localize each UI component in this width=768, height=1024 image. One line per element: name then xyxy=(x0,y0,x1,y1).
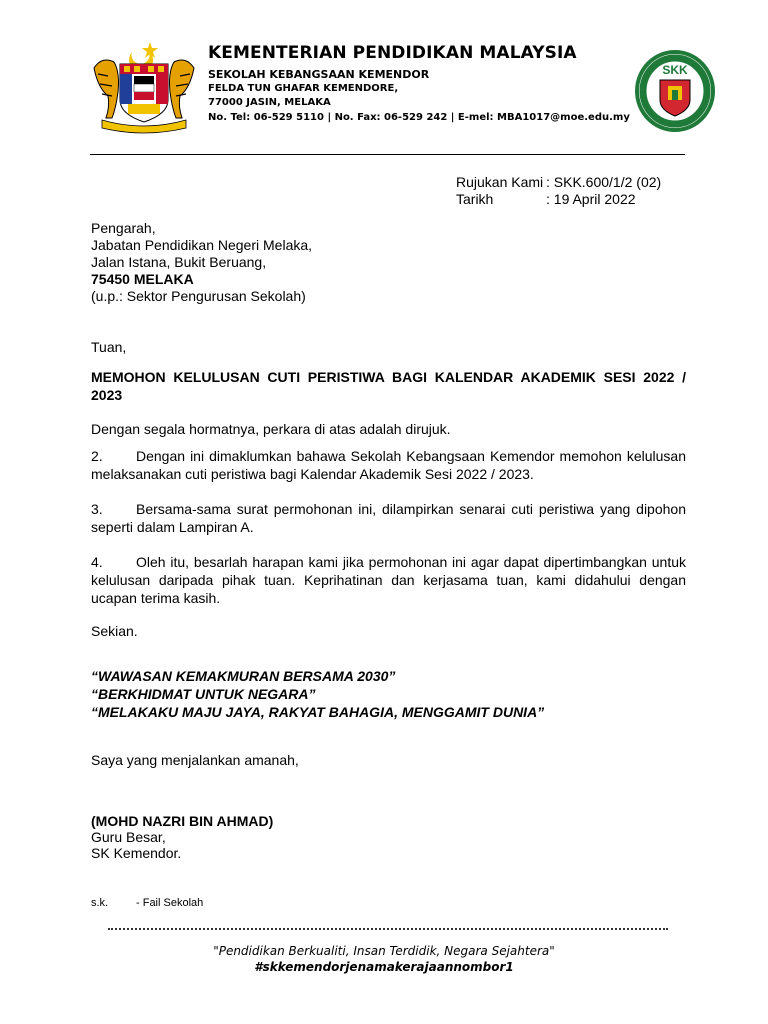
sk-label: s.k. xyxy=(91,897,109,909)
footer-slogan: "Pendidikan Berkualiti, Insan Terdidik, Negara Sejahtera" xyxy=(213,944,555,958)
recipient-line: 75450 MELAKA xyxy=(91,271,194,287)
recipient-line: Jabatan Pendidikan Negeri Melaka, xyxy=(91,237,313,253)
coat-of-arms-logo xyxy=(88,38,200,134)
salutation: Tuan, xyxy=(91,339,127,355)
paragraph-text: Oleh itu, besarlah harapan kami jika permohonan ini agar dapat dipertimbangkan untuk kelulusan daripada pihak tuan. Keprihatinan dan kerjasama tuan, kami didahului dengan ucapan terima kasih. xyxy=(91,554,686,606)
contact-line: No. Tel: 06-529 5110 | No. Fax: 06-529 242 | E-mel: MBA1017@moe.edu.my xyxy=(208,112,630,123)
paragraph-number: 3. xyxy=(91,501,103,517)
paragraph-number: 2. xyxy=(91,448,103,464)
ministry-name: KEMENTERIAN PENDIDIKAN MALAYSIA xyxy=(208,43,577,63)
svg-text:SKK: SKK xyxy=(662,63,688,77)
motto-line: “MELAKAKU MAJU JAYA, RAKYAT BAHAGIA, MENGGAMIT DUNIA” xyxy=(91,704,545,720)
sk-copy-line xyxy=(91,897,203,909)
school-address-line2: 77000 JASIN, MELAKA xyxy=(208,97,331,108)
motto-line: “BERKHIDMAT UNTUK NEGARA” xyxy=(91,686,316,702)
amanah-text: Saya yang menjalankan amanah, xyxy=(91,752,299,768)
paragraph-text: Dengan ini dimaklumkan bahawa Sekolah Kebangsaan Kemendor memohon kelulusan melaksanakan cuti peristiwa bagi Kalendar Akademik Sesi 2022 / 2023. xyxy=(91,448,686,482)
recipient-line: (u.p.: Sektor Pengurusan Sekolah) xyxy=(91,288,306,304)
paragraph-3 xyxy=(91,500,686,536)
footer-divider xyxy=(108,928,668,930)
closing-text: Sekian. xyxy=(91,623,138,639)
sk-item: - Fail Sekolah xyxy=(136,897,204,909)
recipient-line: Jalan Istana, Bukit Beruang, xyxy=(91,254,267,270)
paragraph-4 xyxy=(91,553,686,607)
tarikh-value: : 19 April 2022 xyxy=(546,191,636,207)
school-address-line1: FELDA TUN GHAFAR KEMENDORE, xyxy=(208,83,399,94)
recipient-address xyxy=(91,220,312,305)
motto-block xyxy=(91,667,544,721)
signatory-name: (MOHD NAZRI BIN AHMAD) xyxy=(91,813,274,829)
reference-block xyxy=(456,174,661,208)
paragraph-text: Bersama-sama surat permohonan ini, dilampirkan senarai cuti peristiwa yang dipohon seperti dalam Lampiran A. xyxy=(91,501,686,535)
signatory-title: Guru Besar, xyxy=(91,829,166,845)
motto-line: “WAWASAN KEMAKMURAN BERSAMA 2030” xyxy=(91,668,396,684)
tarikh-label: Tarikh xyxy=(456,191,494,207)
footer-hashtag: #skkemendorjenamakerajaannombor1 xyxy=(254,960,514,974)
paragraph-2 xyxy=(91,447,686,483)
paragraph-number: 4. xyxy=(91,554,103,570)
signatory-org: SK Kemendor. xyxy=(91,845,182,861)
school-name: SEKOLAH KEBANGSAAN KEMENDOR xyxy=(208,68,430,81)
school-badge-logo xyxy=(634,50,716,132)
letter-subject: MEMOHON KELULUSAN CUTI PERISTIWA BAGI KALENDAR AKADEMIK SESI 2022 / 2023 xyxy=(91,369,686,403)
intro-paragraph: Dengan segala hormatnya, perkara di atas adalah dirujuk. xyxy=(91,421,451,437)
rujukan-label: Rujukan Kami xyxy=(456,174,544,190)
signature-block xyxy=(91,813,273,861)
header-divider xyxy=(90,154,685,155)
rujukan-value: : SKK.600/1/2 (02) xyxy=(546,174,662,190)
recipient-line: Pengarah, xyxy=(91,220,156,236)
